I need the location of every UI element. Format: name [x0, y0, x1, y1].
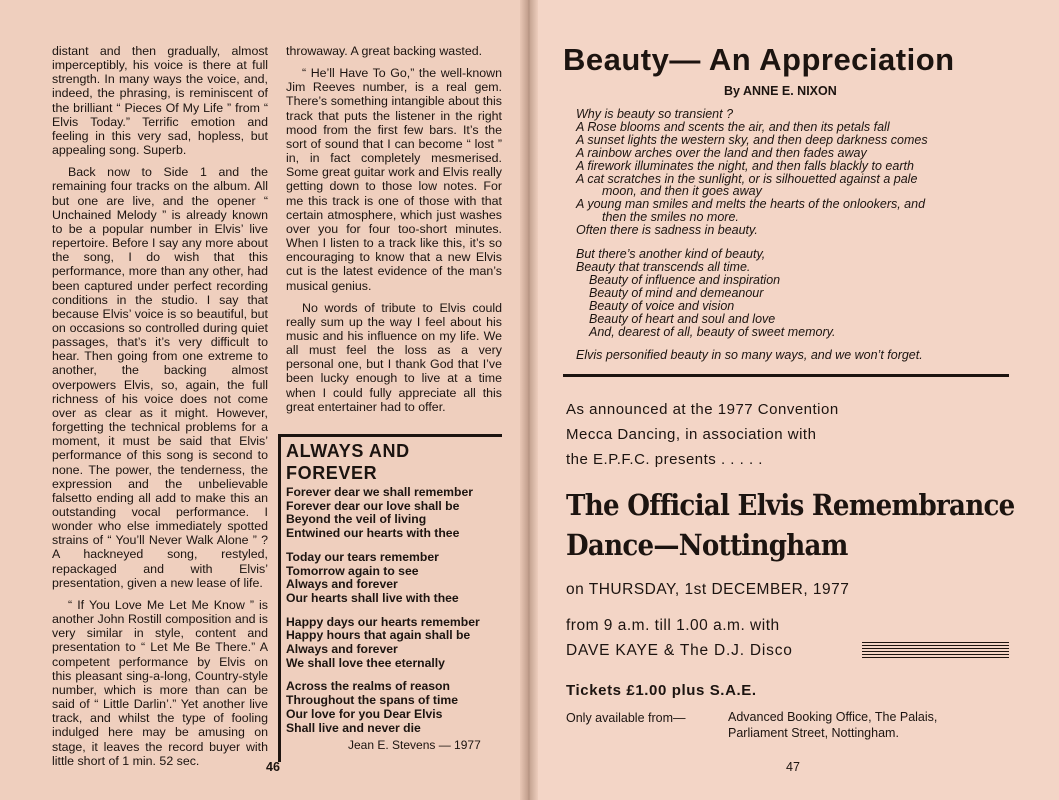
poem-line: moon, and then it goes away: [602, 184, 762, 199]
ticket-price: Tickets £1.00 plus S.A.E.: [566, 682, 757, 699]
event-title: [566, 485, 1015, 565]
poem-line: A cat scratches in the sunlight, or is silhouetted against a pale: [576, 171, 918, 186]
poem-line: Always and forever: [286, 577, 398, 592]
event-title-line: The Official Elvis Remembrance: [566, 488, 1015, 522]
poem-title-line: ALWAYS AND: [286, 441, 410, 461]
article-paragraph: distant and then gradually, almost imperceptibly, his voice is there at full strength. In many ways the voice, and, indeed, the phrasing, is reminiscent of the brilliant “ Pieces Of My Life ” from “ Elvis Today.” Terrific emotion and feeling in this very sad, hopless, but appealing song. Superb.: [52, 44, 268, 158]
poem-line: Shall live and never die: [286, 720, 421, 735]
section-divider: [563, 374, 1009, 377]
poem-title-line: FOREVER: [286, 463, 378, 483]
event-title-line: Dance—Nottingham: [566, 528, 848, 562]
poem-line: Forever dear our love shall be: [286, 498, 460, 513]
poem-line: But there’s another kind of beauty,: [576, 247, 766, 262]
book-gutter: [520, 0, 538, 800]
poem-line: Why is beauty so transient ?: [576, 107, 734, 121]
decorative-lines: [862, 642, 1009, 659]
announcement-line: Mecca Dancing, in association with: [566, 426, 817, 443]
poem-line: Often there is sadness in beauty.: [576, 223, 758, 238]
poem-line: Beauty that transcends all time.: [576, 259, 751, 274]
poem-stanza: [286, 616, 501, 671]
event-date: on THURSDAY, 1st DECEMBER, 1977: [566, 581, 850, 598]
poem-author: Jean E. Stevens — 1977: [348, 738, 481, 752]
poem-line: A firework illuminates the night, and then falls blackly to earth: [576, 158, 914, 173]
poem-line: Our hearts shall live with thee: [286, 590, 459, 605]
poem-line: then the smiles no more.: [602, 210, 739, 225]
poem-line: Forever dear we shall remember: [286, 485, 473, 499]
poem-line: Beauty of voice and vision: [589, 298, 735, 313]
poem-line: Beauty of mind and demeanour: [589, 285, 764, 300]
poem-line: Beauty of influence and inspiration: [589, 272, 781, 287]
article-paragraph: “ He’ll Have To Go,” the well-known Jim Reeves number, is a real gem. There’s something intangible about this track that puts the listener in the right mood from the first few bars. It’s the sort of sound that I can become “ lost ” in, in fact completely mesmerised. Some great guitar work and Elvis really getting down to those low notes. For me this track is one of those with that certain atmosphere, which just washes over you for four too-short minutes. When I listen to a track like this, it’s so encouraging to know that a new Elvis cut is the latest evidence of the man’s musical genius.: [286, 66, 502, 293]
poem-line: And, dearest of all, beauty of sweet memory.: [589, 324, 836, 339]
poem-line: Always and forever: [286, 642, 398, 657]
page-number: 47: [786, 760, 800, 774]
poem-body: [286, 486, 501, 745]
announcement-intro: [566, 397, 839, 472]
address-line: Parliament Street, Nottingham.: [728, 726, 899, 740]
byline: By ANNE E. NIXON: [724, 84, 837, 98]
announcement-line: As announced at the 1977 Convention: [566, 401, 839, 418]
poem-line: Beauty of heart and soul and love: [589, 311, 776, 326]
address-line: Advanced Booking Office, The Palais,: [728, 710, 938, 724]
poem-line: Happy hours that again shall be: [286, 628, 471, 643]
poem-line: A Rose blooms and scents the air, and then its petals fall: [576, 119, 890, 134]
article-title: Beauty— An Appreciation: [563, 42, 955, 77]
poem-stanza: [286, 551, 501, 606]
page-number: 46: [266, 760, 280, 774]
poem-line: Our love for you Dear Elvis: [286, 706, 443, 721]
event-dj: DAVE KAYE & The D.J. Disco: [566, 642, 793, 659]
poem-line: Elvis personified beauty in so many ways, and we won’t forget.: [576, 348, 923, 363]
article-paragraph: throwaway. A great backing wasted.: [286, 44, 483, 58]
beauty-poem: [576, 108, 1016, 362]
poem-title: [286, 440, 486, 484]
poem-line: Throughout the spans of time: [286, 693, 458, 708]
booking-address: [728, 709, 937, 741]
poem-line: Entwined our hearts with thee: [286, 526, 460, 541]
poem-line: Happy days our hearts remember: [286, 614, 480, 629]
event-time: from 9 a.m. till 1.00 a.m. with: [566, 617, 780, 634]
article-paragraph: Back now to Side 1 and the remaining four tracks on the album. All but one are live, and the opener “ Unchained Melody ” is already known to be a popular number in Elvis’ live repertoire. Before I say any more about the song, I do wish that this performance, more than any other, had been captured under perfect recording conditions in the studio. I say that because Elvis’ voice is so beautiful, but on occasions so controlled during quiet passages, that’s it’s very difficult to hear. Then going from one extreme to another, the backing almost overpowers Elvis, so, again, the full richness of his voice does not come over as clear as it might. However, forgetting the technical problems for a moment, it must be said that Elvis’ performance of this song is second to none. The power, the tenderness, the expression and the unbelievable falsetto ending all add to make this an outstanding vocal performance. I wonder who else immediately spotted strains of “ You’ll Never Walk Alone ” ? A hackneyed song, restyled, repackaged and with Elvis’ presentation, given a new lease of life.: [52, 165, 268, 590]
poem-line: A sunset lights the western sky, and then deep darkness comes: [576, 132, 928, 147]
poem-line: We shall love thee eternally: [286, 655, 445, 670]
poem-stanza: [286, 680, 501, 735]
article-paragraph: No words of tribute to Elvis could really sum up the way I feel about his music and his influence on my life. We all must feel the loss as a very personal one, but I thank God that I’ve been lucky enough to live at a time when I could fully appreciate all this great entertainer had to offer.: [286, 300, 502, 414]
announcement-line: the E.P.F.C. presents . . . . .: [566, 451, 763, 468]
poem-line: A rainbow arches over the land and then fades away: [576, 145, 867, 160]
availability-label: Only available from—: [566, 711, 686, 725]
article-column-2: [286, 44, 502, 422]
poem-line: A young man smiles and melts the hearts of the onlookers, and: [576, 197, 926, 212]
poem-line: Across the realms of reason: [286, 679, 450, 694]
poem-line: Beyond the veil of living: [286, 512, 427, 527]
article-column-1: [52, 44, 268, 776]
poem-line: Tomorrow again to see: [286, 563, 419, 578]
poem-stanza: [286, 486, 501, 541]
poem-line: Today our tears remember: [286, 549, 439, 564]
article-paragraph: “ If You Love Me Let Me Know ” is another John Rostill composition and is very similar in style, content and presentation to “ Let Me Be There.” A competent performance by Elvis on this pleasant sing-a-long, Country-style number, which is more than can be said of “ Little Darlin’.” Yet another live track, and whilst the type of fooling indulged here may be amusing on stage, it leaves the record buyer with little short of 1 min. 52 sec.: [52, 597, 268, 768]
